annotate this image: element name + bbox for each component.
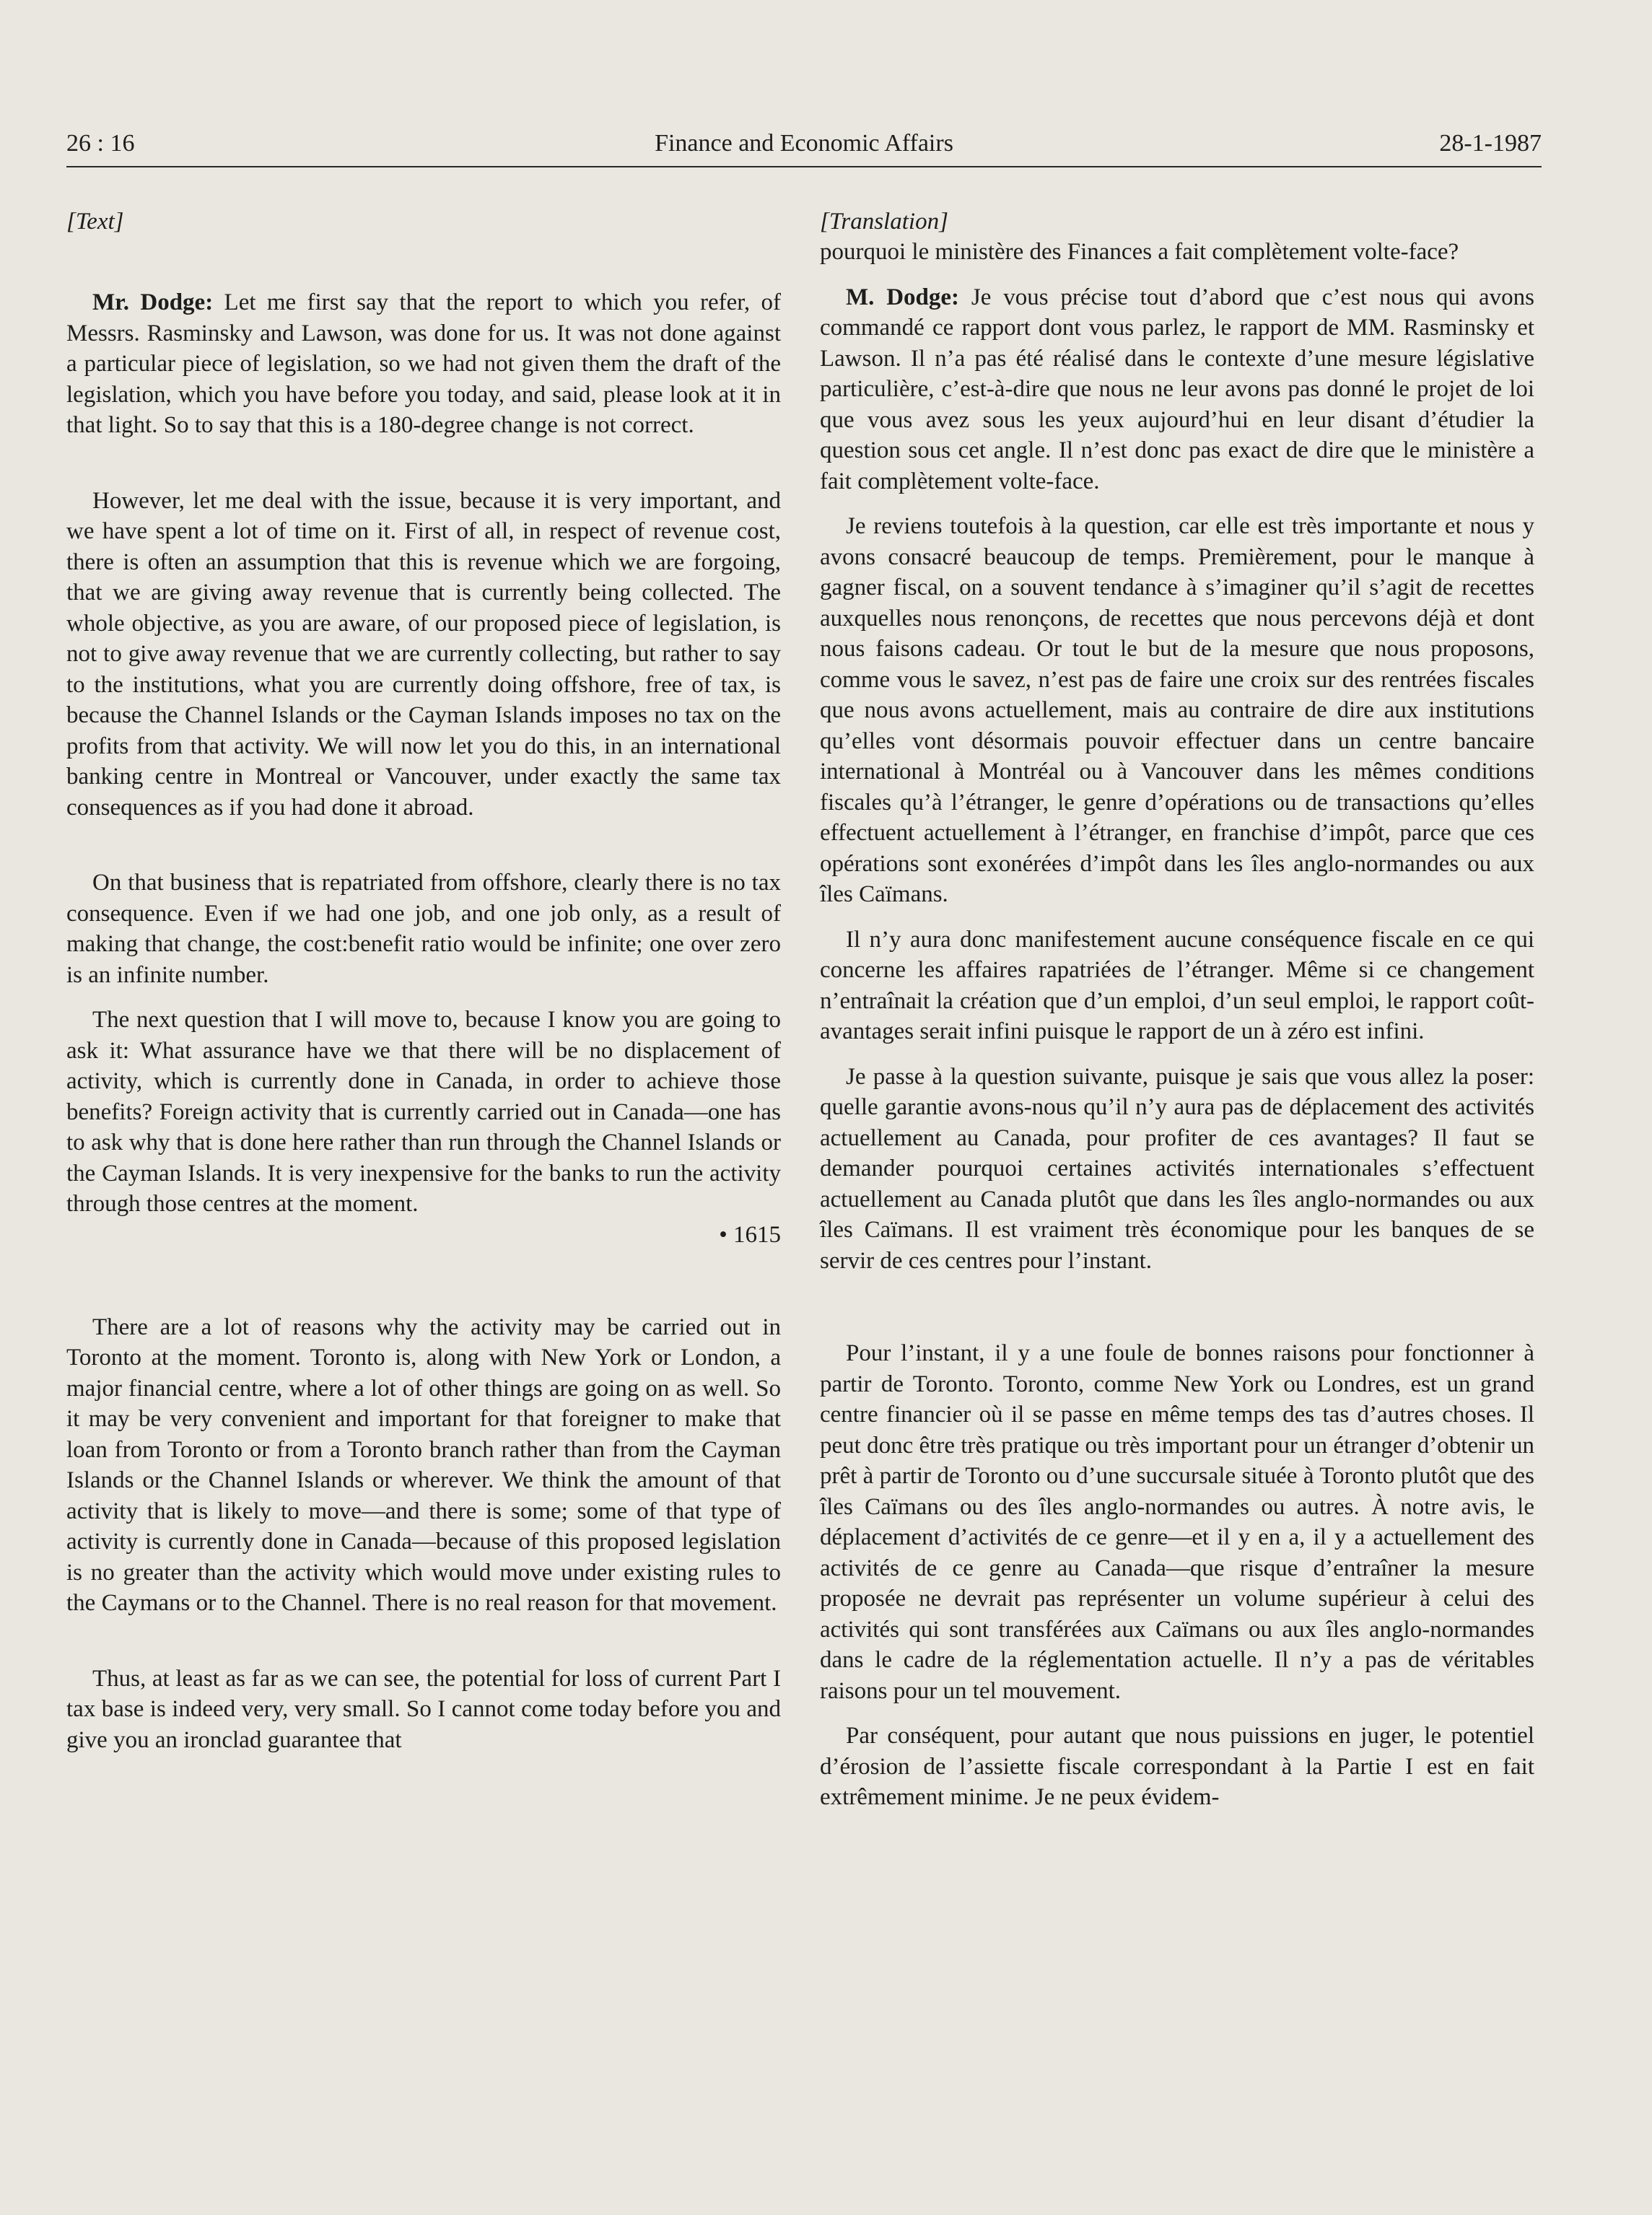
page-header <box>66 128 1542 167</box>
paragraph-en-6: Thus, at least as far as we can see, the potential for loss of current Part I tax base is indeed very, very small. So I cannot come today before you and give you an ironclad guarantee that <box>66 1665 781 1753</box>
paragraph-dodge-fr-1 <box>820 282 1534 497</box>
french-column <box>820 193 1534 1813</box>
paragraph-text: Let me first say that the report to which you refer, of Messrs. Rasminsky and Lawson, was done for us. It was not done against a particular piece of legislation, so we had not given them the draft of the legislation, which you have before you today, and said, please look at it in that light. So to say that this is a 180-degree change is not correct. <box>66 289 781 438</box>
paragraph-en-3: On that business that is repatriated from offshore, clearly there is no tax consequence. Even if we had one job, and one job only, as a result of making that change, the cost:benefit ratio would be infinite; one over zero is an infinite number. <box>66 870 781 988</box>
speaker-name: M. Dodge: <box>846 284 960 310</box>
header-date: 28-1-1987 <box>1439 130 1542 157</box>
time-marker: • 1615 <box>719 1221 781 1248</box>
paragraph-fr-0: pourquoi le ministère des Finances a fait complètement volte-face? <box>820 239 1459 265</box>
paragraph-fr-5: Pour l’instant, il y a une foule de bonnes raisons pour fonctionner à partir de Toronto. Toronto, comme New York ou Londres, est un grand centre financier où il se passe en même temps des tas d’autres choses. Il peut donc être très pratique ou très important pour un étranger d’obtenir un prêt à partir de Toronto ou d’une succursale située à Toronto plutôt que des îles Caïmans ou des îles anglo-normandes ou autres. À notre avis, le déplacement d’activités de ce genre—et il y en a, il y a actuellement des activités de ce genre au Canada—que risque d’entraîner la mesure proposée ne devrait pas représenter un volume supérieur à celui des activités qui sont transférées aux Caïmans ou aux îles anglo-normandes dans le cadre de la réglementation actuelle. Il n’y a pas de véritables raisons pour un tel mouvement. <box>820 1340 1534 1704</box>
paragraph-en-2: However, let me deal with the issue, because it is very important, and we have spent a lot of time on it. First of all, in respect of revenue cost, there is often an assumption that this is revenue which we are forgoing, that we are giving away revenue that is currently being collected. The whole objective, as you are aware, of our proposed piece of legislation, is not to give away revenue that we are currently collecting, but rather to say to the institutions, what you are currently doing offshore, free of tax, is because the Channel Islands or the Cayman Islands imposes no tax on the profits from that activity. We will now let you do this, in an international banking centre in Montreal or Vancouver, under exactly the same tax consequences as if you had done it abroad. <box>66 487 781 821</box>
speaker-name: Mr. Dodge: <box>92 289 214 315</box>
text-tag: [Text] <box>66 209 124 235</box>
paragraph-fr-6: Par conséquent, pour autant que nous puissions en juger, le potentiel d’érosion de l’assiette fiscale correspondant à la Partie I est en fait extrêmement minime. Je ne peux évidem- <box>820 1723 1534 1810</box>
paragraph-dodge-en-1 <box>66 287 781 441</box>
committee-title: Finance and Economic Affairs <box>655 130 953 157</box>
page-number: 26 : 16 <box>66 130 135 157</box>
english-column <box>66 193 781 1755</box>
paragraph-fr-4: Je passe à la question suivante, puisque je sais que vous allez la poser: quelle garantie avons-nous qu’il n’y aura pas de déplacement des activités actuellement au Canada, pour profiter de ces avantages? Il faut se demander pourquoi certaines activités internationales s’effectuent actuellement au Canada plutôt que dans les îles anglo-normandes ou aux îles Caïmans. Il est vraiment très économique pour les banques de se servir de ces centres pour l’instant. <box>820 1063 1534 1274</box>
paragraph-fr-3: Il n’y aura donc manifestement aucune conséquence fiscale en ce qui concerne les affaires rapatriées de l’étranger. Même si ce changement n’entraînait la création que d’un emploi, d’un seul emploi, le rapport coût-avantages serait infini puisque le rapport de un à zéro est infini. <box>820 926 1534 1044</box>
paragraph-fr-2: Je reviens toutefois à la question, car elle est très importante et nous y avons consacré beaucoup de temps. Premièrement, pour le manque à gagner fiscal, on a souvent tendance à s’imaginer qu’il s’agit de recettes auxquelles nous renonçons, de recettes que nous percevons déjà et dont nous faisons cadeau. Or tout le but de la mesure que nous proposons, comme vous le savez, n’est pas de faire une croix sur des rentrées fiscales que nous avons actuellement, mais au contraire de dire aux institutions qu’elles vont désormais pouvoir effectuer dans un centre bancaire international à Montréal ou à Vancouver dans les mêmes conditions fiscales qu’à l’étranger, le genre d’opérations ou de transactions qu’elles effectuent actuellement à l’étranger, en franchise d’impôt, parce que ces opérations sont exonérées d’impôt dans les îles anglo-normandes ou aux îles Caïmans. <box>820 513 1534 907</box>
paragraph-text: Je vous précise tout d’abord que c’est nous qui avons commandé ce rapport dont vous parlez, le rapport de MM. Rasminsky et Lawson. Il n’a pas été réalisé dans le contexte d’une mesure législative particulière, c’est-à-dire que nous ne leur avons pas donné le projet de loi que vous avez sous les yeux aujourd’hui en leur disant d’étudier la question sous cet angle. Il n’est donc pas exact de dire que le ministère a fait complètement volte-face. <box>820 284 1534 494</box>
translation-tag: [Translation] <box>820 209 948 235</box>
paragraph-en-5: There are a lot of reasons why the activity may be carried out in Toronto at the moment. Toronto is, along with New York or London, a major financial centre, where a lot of other things are going on as well. So it may be very convenient and important for that foreigner to make that loan from Toronto or from a Toronto branch rather than from the Cayman Islands or the Channel Islands or wherever. We think the amount of that activity that is likely to move—and there is some; some of that type of activity is currently done in Canada—because of this proposed legislation is no greater than the activity which would move under existing rules to the Caymans or to the Channel. There is no real reason for that movement. <box>66 1314 781 1616</box>
paragraph-en-4: The next question that I will move to, because I know you are going to ask it: What assurance have we that there will be no displacement of activity, which is currently done in Canada, in order to achieve those benefits? Foreign activity that is currently carried out in Canada—one has to ask why that is done here rather than run through the Channel Islands or the Cayman Islands. It is very inexpensive for the banks to run the activity through those centres at the moment. <box>66 1007 781 1217</box>
